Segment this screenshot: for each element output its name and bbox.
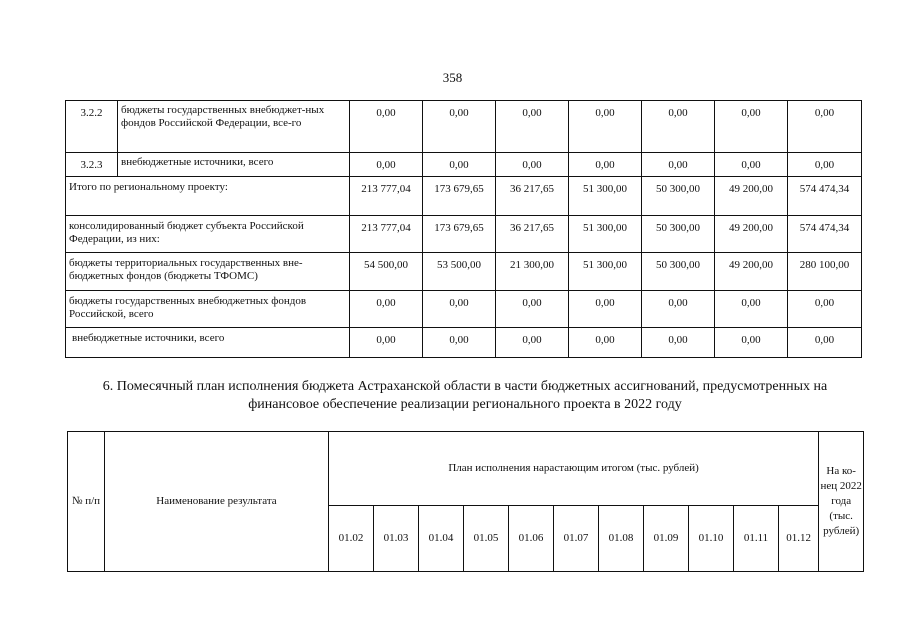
- section-heading: 6. Помесячный план исполнения бюджета Астраханской области в части бюджетных ассигнований, предусмотренных на финансовое обеспечение реализации регионального проекта в 2022 году: [102, 379, 828, 412]
- page-number: 358: [442, 70, 463, 85]
- month-header: 01.04: [419, 506, 464, 572]
- cell-value: 49 200,00: [715, 253, 788, 291]
- cell-value: 574 474,34: [788, 216, 862, 253]
- cell-value: 0,00: [569, 328, 642, 358]
- cell-value: 36 217,65: [496, 177, 569, 216]
- cell-value: 0,00: [788, 328, 862, 358]
- cell-value: 51 300,00: [569, 253, 642, 291]
- cell-value: 0,00: [496, 291, 569, 328]
- cell-value: 0,00: [788, 101, 862, 153]
- column-header-plan: План исполнения нарастающим итогом (тыс. рублей): [329, 432, 819, 506]
- month-header: 01.11: [734, 506, 779, 572]
- cell-value: 0,00: [496, 328, 569, 358]
- cell-value: 213 777,04: [350, 216, 423, 253]
- monthly-plan-table: [67, 431, 864, 572]
- cell-value: 53 500,00: [423, 253, 496, 291]
- cell-value: 0,00: [569, 153, 642, 177]
- cell-value: 0,00: [569, 291, 642, 328]
- cell-value: 21 300,00: [496, 253, 569, 291]
- cell-value: 0,00: [642, 291, 715, 328]
- month-header: 01.07: [554, 506, 599, 572]
- cell-value: 0,00: [423, 153, 496, 177]
- month-header: 01.12: [779, 506, 819, 572]
- table-row: [66, 101, 862, 153]
- cell-value: 0,00: [423, 101, 496, 153]
- cell-value: 0,00: [423, 328, 496, 358]
- row-label: бюджеты территориальных государственных вне-бюджетных фондов (бюджеты ТФОМС): [66, 253, 350, 291]
- cell-value: 0,00: [350, 328, 423, 358]
- row-label: Итого по региональному проекту:: [66, 177, 350, 216]
- cell-value: 0,00: [350, 101, 423, 153]
- cell-value: 36 217,65: [496, 216, 569, 253]
- cell-value: 574 474,34: [788, 177, 862, 216]
- cell-value: 50 300,00: [642, 177, 715, 216]
- month-header: 01.08: [599, 506, 644, 572]
- table-row: [66, 153, 862, 177]
- cell-value: 49 200,00: [715, 177, 788, 216]
- month-header: 01.03: [374, 506, 419, 572]
- cell-value: 50 300,00: [642, 216, 715, 253]
- row-number: 3.2.3: [66, 153, 118, 177]
- header-row: [68, 432, 864, 506]
- row-label: внебюджетные источники, всего: [66, 328, 350, 358]
- row-name: бюджеты государственных внебюджет-ных фондов Российской Федерации, все-го: [118, 101, 350, 153]
- cell-value: 0,00: [642, 328, 715, 358]
- cell-value: 0,00: [350, 291, 423, 328]
- month-header: 01.10: [689, 506, 734, 572]
- cell-value: 0,00: [496, 153, 569, 177]
- cell-value: 54 500,00: [350, 253, 423, 291]
- cell-value: 0,00: [496, 101, 569, 153]
- row-label: консолидированный бюджет субъекта Российской Федерации, из них:: [66, 216, 350, 253]
- month-header: 01.05: [464, 506, 509, 572]
- column-header-number: № п/п: [68, 432, 105, 572]
- cell-value: 0,00: [788, 291, 862, 328]
- cell-value: 213 777,04: [350, 177, 423, 216]
- month-header: 01.09: [644, 506, 689, 572]
- row-name: внебюджетные источники, всего: [118, 153, 350, 177]
- cell-value: 173 679,65: [423, 216, 496, 253]
- cell-value: 49 200,00: [715, 216, 788, 253]
- cell-value: 51 300,00: [569, 177, 642, 216]
- month-header: 01.06: [509, 506, 554, 572]
- row-number: 3.2.2: [66, 101, 118, 153]
- cell-value: 0,00: [715, 328, 788, 358]
- row-label: бюджеты государственных внебюджетных фондов Российской, всего: [66, 291, 350, 328]
- table-row: [66, 328, 862, 358]
- cell-value: 51 300,00: [569, 216, 642, 253]
- cell-value: 0,00: [788, 153, 862, 177]
- cell-value: 0,00: [715, 153, 788, 177]
- cell-value: 0,00: [715, 101, 788, 153]
- cell-value: 173 679,65: [423, 177, 496, 216]
- cell-value: 0,00: [569, 101, 642, 153]
- column-header-year-end: На ко-нец 2022 года (тыс. рублей): [819, 432, 864, 572]
- cell-value: 0,00: [642, 153, 715, 177]
- cell-value: 50 300,00: [642, 253, 715, 291]
- budget-table: [65, 100, 862, 358]
- cell-value: 0,00: [350, 153, 423, 177]
- table-row: [66, 253, 862, 291]
- cell-value: 0,00: [423, 291, 496, 328]
- cell-value: 0,00: [715, 291, 788, 328]
- table-row: [66, 177, 862, 216]
- month-header: 01.02: [329, 506, 374, 572]
- cell-value: 280 100,00: [788, 253, 862, 291]
- column-header-result-name: Наименование результата: [105, 432, 329, 572]
- cell-value: 0,00: [642, 101, 715, 153]
- table-row: [66, 216, 862, 253]
- table-row: [66, 291, 862, 328]
